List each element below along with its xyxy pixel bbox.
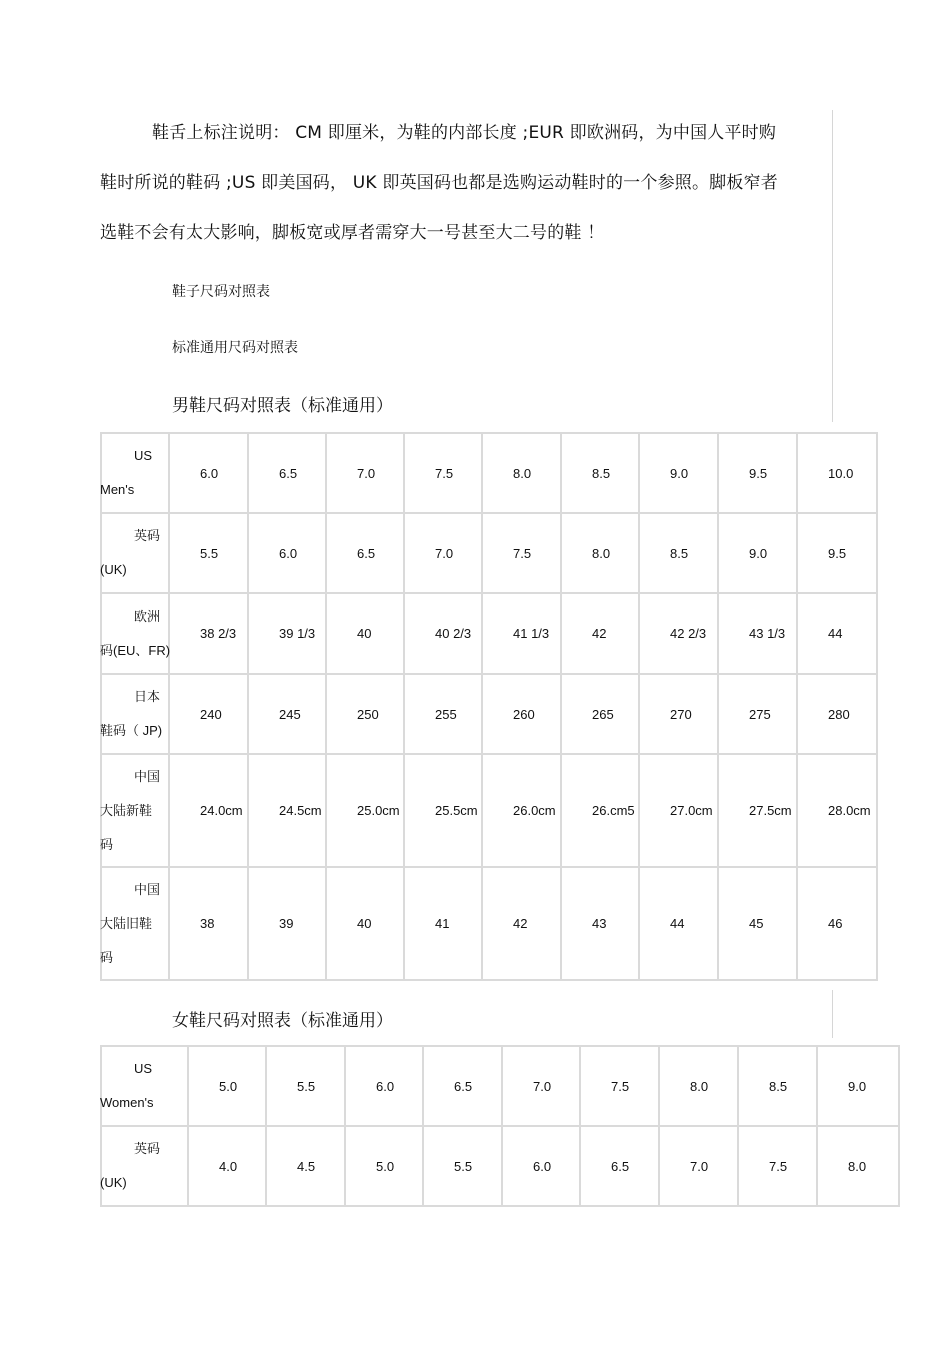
men-size-cell: 42 (561, 593, 639, 674)
women-size-cell: 5.0 (188, 1046, 266, 1126)
women-row (101, 1046, 899, 1126)
men-size-cell: 9.0 (718, 513, 797, 593)
men-row-label-line: 鞋码（ JP) (100, 723, 163, 738)
men-size-cell: 25.0cm (326, 754, 404, 867)
men-size-cell: 6.5 (248, 433, 326, 513)
women-size-table (100, 1045, 900, 1207)
men-size-cell: 10.0 (797, 433, 877, 513)
men-row (101, 867, 877, 980)
men-size-cell: 40 (326, 867, 404, 980)
intro-line-2: 鞋时所说的鞋码 ;US 即美国码， UK 即英国码也都是选购运动鞋时的一个参照。脚板窄者 (100, 173, 778, 193)
women-row-label-line: US (134, 1061, 153, 1076)
men-row-label (101, 754, 169, 867)
women-size-cell: 6.5 (423, 1046, 502, 1126)
men-table-caption: 男鞋尺码对照表（标准通用） (172, 396, 393, 416)
women-size-cell: 7.0 (659, 1126, 738, 1206)
men-size-cell: 24.0cm (169, 754, 248, 867)
women-size-cell: 5.5 (423, 1126, 502, 1206)
men-row (101, 674, 877, 754)
women-size-cell: 7.5 (580, 1046, 659, 1126)
men-size-cell: 9.0 (639, 433, 718, 513)
men-size-cell: 7.0 (404, 513, 482, 593)
men-size-cell: 44 (797, 593, 877, 674)
intro-line-1: 鞋舌上标注说明： CM 即厘米，为鞋的内部长度 ;EUR 即欧洲码，为中国人平时购 (152, 123, 777, 143)
men-size-cell: 240 (169, 674, 248, 754)
men-row-label (101, 433, 169, 513)
women-size-cell: 7.0 (502, 1046, 580, 1126)
men-size-cell: 40 2/3 (404, 593, 482, 674)
men-row-label (101, 674, 169, 754)
men-size-cell: 8.0 (482, 433, 561, 513)
men-row-label-line: Men's (100, 482, 135, 497)
men-size-table (100, 432, 878, 981)
women-size-cell: 9.0 (817, 1046, 899, 1126)
men-row-label-line: 大陆旧鞋 (100, 915, 153, 931)
men-size-cell: 43 (561, 867, 639, 980)
men-row (101, 513, 877, 593)
women-row-label (101, 1126, 188, 1206)
standard-chart-heading: 标准通用尺码对照表 (172, 340, 298, 356)
men-size-cell: 38 2/3 (169, 593, 248, 674)
intro-paragraph (100, 108, 830, 258)
margin-rule-bottom (832, 990, 833, 1038)
men-row (101, 593, 877, 674)
men-size-cell: 8.0 (561, 513, 639, 593)
men-size-cell: 245 (248, 674, 326, 754)
men-row (101, 433, 877, 513)
women-size-cell: 8.0 (659, 1046, 738, 1126)
shoe-size-chart-heading: 鞋子尺码对照表 (172, 284, 270, 300)
men-row-label (101, 867, 169, 980)
women-size-cell: 6.0 (502, 1126, 580, 1206)
men-size-cell: 42 (482, 867, 561, 980)
women-size-cell: 5.5 (266, 1046, 345, 1126)
women-row-label-line: (UK) (100, 1175, 127, 1190)
men-size-cell: 6.0 (248, 513, 326, 593)
men-size-cell: 44 (639, 867, 718, 980)
women-size-cell: 8.5 (738, 1046, 817, 1126)
men-row-label-line: 大陆新鞋 (100, 802, 153, 818)
men-row-label-line: 码 (100, 949, 114, 965)
men-size-cell: 41 1/3 (482, 593, 561, 674)
men-size-cell: 260 (482, 674, 561, 754)
men-size-cell: 255 (404, 674, 482, 754)
men-size-cell: 26.0cm (482, 754, 561, 867)
men-row-label-line: 中国 (134, 768, 161, 784)
men-row-label (101, 593, 169, 674)
men-row-label-line: US (134, 448, 153, 463)
men-size-cell: 265 (561, 674, 639, 754)
men-size-cell: 7.5 (404, 433, 482, 513)
men-row-label-line: 码 (100, 836, 114, 852)
men-row-label-line: 日本 (134, 689, 161, 704)
women-row-label-line: Women's (100, 1095, 154, 1110)
men-row-label-line: (UK) (100, 562, 127, 577)
men-size-cell: 8.5 (561, 433, 639, 513)
women-row-label (101, 1046, 188, 1126)
men-size-cell: 40 (326, 593, 404, 674)
men-size-cell: 9.5 (797, 513, 877, 593)
men-size-cell: 28.0cm (797, 754, 877, 867)
men-size-cell: 7.5 (482, 513, 561, 593)
women-size-cell: 6.5 (580, 1126, 659, 1206)
men-row-label (101, 513, 169, 593)
men-row (101, 754, 877, 867)
women-size-cell: 4.5 (266, 1126, 345, 1206)
men-size-cell: 39 (248, 867, 326, 980)
men-size-cell: 270 (639, 674, 718, 754)
men-size-cell: 250 (326, 674, 404, 754)
men-size-cell: 26.cm5 (561, 754, 639, 867)
men-size-cell: 5.5 (169, 513, 248, 593)
women-size-cell: 5.0 (345, 1126, 423, 1206)
women-size-cell: 6.0 (345, 1046, 423, 1126)
men-size-cell: 45 (718, 867, 797, 980)
men-row-label-line: 中国 (134, 881, 161, 897)
men-size-cell: 25.5cm (404, 754, 482, 867)
men-size-cell: 41 (404, 867, 482, 980)
men-size-cell: 43 1/3 (718, 593, 797, 674)
women-size-cell: 7.5 (738, 1126, 817, 1206)
men-row-label-line: 码(EU、FR) (100, 642, 171, 658)
men-size-cell: 9.5 (718, 433, 797, 513)
men-row-label-line: 英码 (134, 528, 161, 543)
men-size-cell: 24.5cm (248, 754, 326, 867)
women-table-caption: 女鞋尺码对照表（标准通用） (172, 1011, 393, 1031)
men-size-cell: 27.0cm (639, 754, 718, 867)
men-size-cell: 275 (718, 674, 797, 754)
women-row-label-line: 英码 (134, 1141, 161, 1156)
men-row-label-line: 欧洲 (134, 608, 161, 624)
margin-rule-top (832, 110, 833, 422)
men-size-cell: 8.5 (639, 513, 718, 593)
men-size-cell: 27.5cm (718, 754, 797, 867)
intro-line-3: 选鞋不会有太大影响，脚板宽或厚者需穿大一号甚至大二号的鞋 ！ (100, 223, 605, 243)
men-size-cell: 38 (169, 867, 248, 980)
men-size-cell: 6.5 (326, 513, 404, 593)
women-size-cell: 4.0 (188, 1126, 266, 1206)
men-size-cell: 6.0 (169, 433, 248, 513)
men-size-cell: 39 1/3 (248, 593, 326, 674)
women-row (101, 1126, 899, 1206)
men-size-cell: 46 (797, 867, 877, 980)
men-size-cell: 280 (797, 674, 877, 754)
men-size-cell: 7.0 (326, 433, 404, 513)
men-size-cell: 42 2/3 (639, 593, 718, 674)
women-size-cell: 8.0 (817, 1126, 899, 1206)
